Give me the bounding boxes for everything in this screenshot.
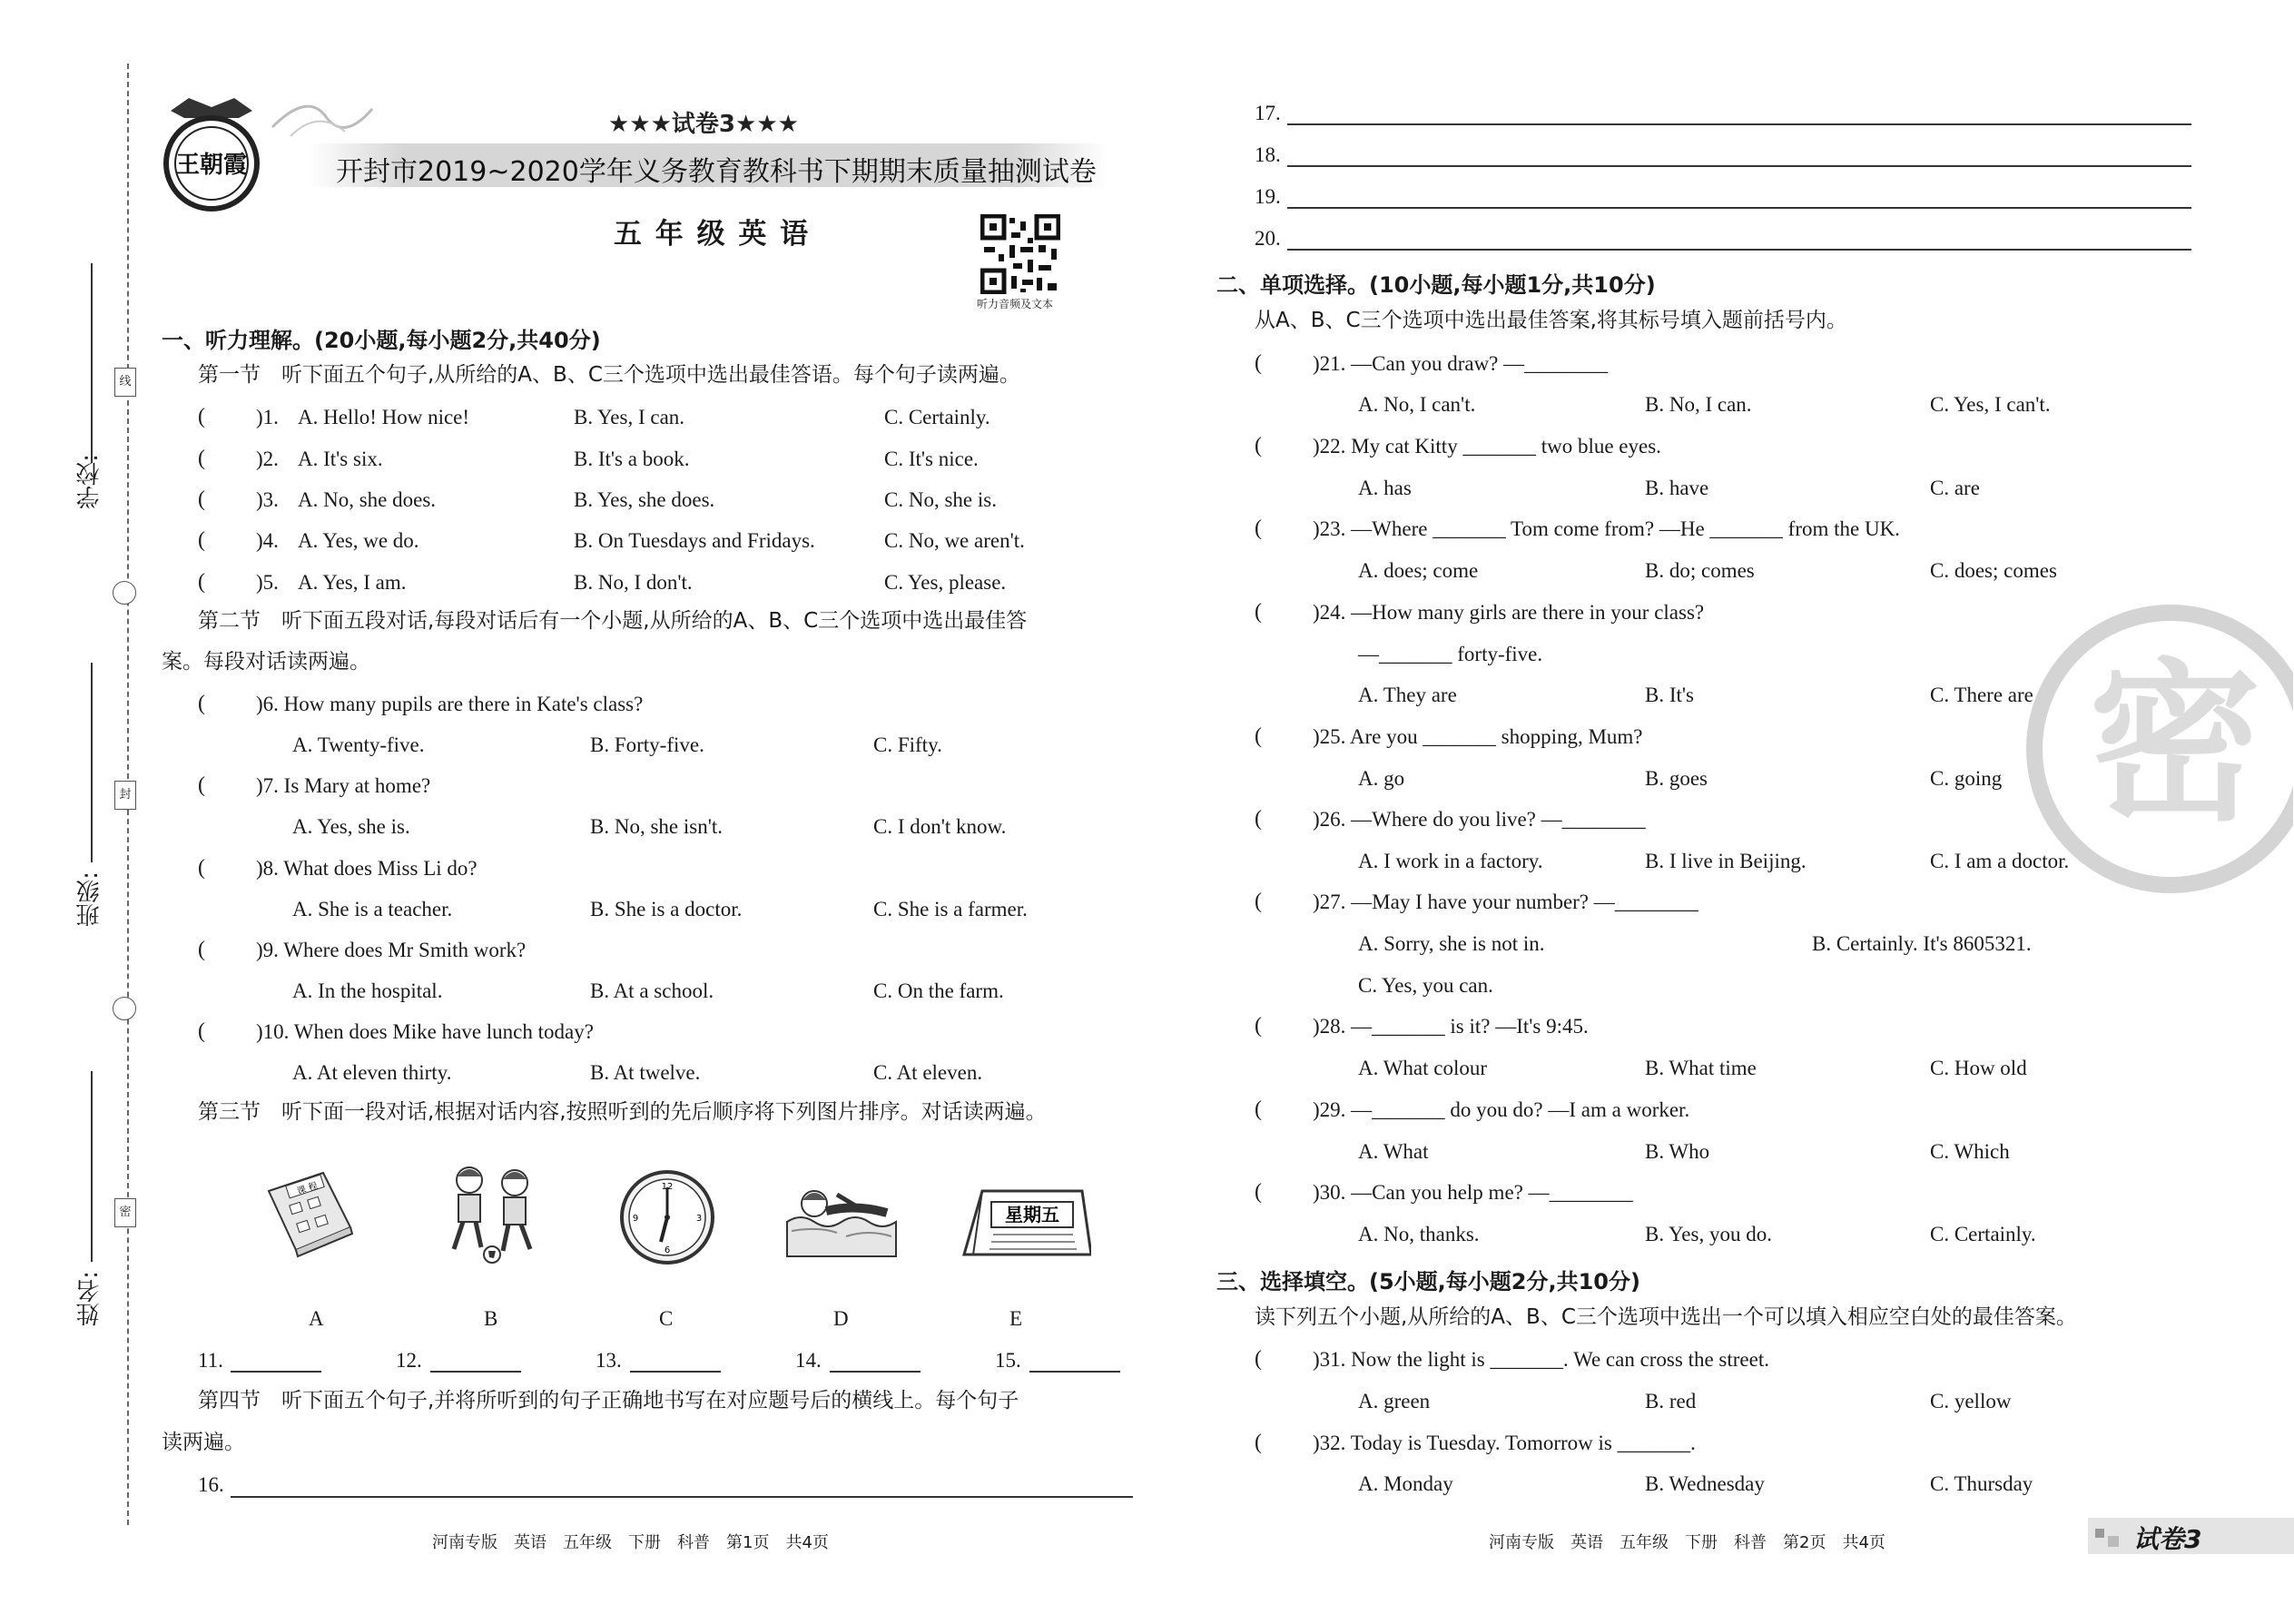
q3-number: )3. [256,488,279,511]
q29-question: )29. —_______ do you do? —I am a worker. [1313,1098,1690,1121]
section4-instructions-cont: 读两遍。 [162,1431,245,1454]
q32-option-b: B. Wednesday [1645,1472,1765,1495]
q7-question: )7. Is Mary at home? [256,774,431,797]
page2-footer: 河南专版 英语 五年级 下册 科普 第2页 共4页 [1489,1533,1885,1552]
q30-option-b: B. Yes, you do. [1645,1223,1772,1245]
answer-bracket[interactable]: ( [1255,600,1262,624]
answer-bracket[interactable]: ( [1255,1431,1262,1454]
section1-instructions: 第一节 听下面五个句子,从所给的A、B、C三个选项中选出最佳答语。每个句子读两遍。 [198,363,1020,387]
svg-text:王朝霞: 王朝霞 [175,152,248,179]
section2-instructions-cont: 案。每段对话读两遍。 [162,650,370,674]
swimming-boy-picture [783,1176,901,1258]
q21-option-a: A. No, I can't. [1358,393,1476,416]
q27-option-a: A. Sorry, she is not in. [1358,932,1545,955]
seal-mark-seal: 封 [114,781,136,810]
q26-option-b: B. I live in Beijing. [1645,850,1807,872]
q3-option-a: A. No, she does. [298,488,437,511]
section2-instructions: 第二节 听下面五段对话,每段对话后有一个小题,从所给的A、B、C三个选项中选出最佳答 [198,609,1028,633]
q5-number: )5. [256,571,279,594]
q17-label: 17. [1255,102,1281,124]
q9-option-c: C. On the farm. [873,979,1004,1002]
name-label: 姓名: [76,1271,103,1326]
answer-bracket[interactable]: ( [198,487,205,511]
series-label: ★★★试卷3★★★ [608,111,799,138]
picture-label-e: E [1009,1307,1023,1330]
part2-title: 二、单项选择。(10小题,每小题1分,共10分) [1216,272,1656,298]
seal-mark-secret: 密 [114,1198,136,1227]
q25-question: )25. Are you _______ shopping, Mum? [1313,725,1643,748]
q19-label: 19. [1255,185,1281,208]
picture-label-c: C [659,1307,674,1330]
q20-label: 20. [1255,227,1281,250]
q21-question: )21. —Can you draw? —________ [1313,352,1609,375]
answer-bracket[interactable]: ( [198,1019,205,1043]
seal-mark-line: 线 [114,368,136,397]
answer-bracket[interactable]: ( [1255,517,1262,540]
q8-option-c: C. She is a farmer. [873,898,1028,920]
q13-blank[interactable] [630,1371,721,1373]
q5-option-b: B. No, I don't. [574,571,693,594]
picture-label-b: B [484,1307,498,1330]
q7-option-b: B. No, she isn't. [590,815,723,838]
q24-question: )24. —How many girls are there in your class? [1313,601,1705,624]
answer-bracket[interactable]: ( [1255,724,1262,748]
page1-footer: 河南专版 英语 五年级 下册 科普 第1页 共4页 [432,1533,829,1552]
calendar-text: 星期五 [1005,1204,1059,1225]
q27-option-c: C. Yes, you can. [1358,974,1493,997]
q12-blank[interactable] [430,1371,521,1373]
qr-caption: 听力音频及文本 [977,298,1054,310]
tab-square-icon [2108,1536,2119,1547]
q2-option-b: B. It's a book. [574,448,690,470]
q31-option-a: A. green [1358,1390,1431,1412]
answer-bracket[interactable]: ( [1255,1180,1262,1204]
q2-number: )2. [256,448,279,470]
class-field[interactable] [91,663,93,862]
q29-option-a: A. What [1358,1140,1429,1163]
q16-label: 16. [198,1473,224,1496]
schedule-book-picture [260,1164,359,1264]
svg-text:9: 9 [632,1214,639,1224]
q1-option-c: C. Certainly. [884,406,990,428]
q6-option-a: A. Twenty-five. [292,733,425,756]
q1-number: )1. [256,406,279,428]
section3-instructions: 第三节 听下面一段对话,根据对话内容,按照听到的先后顺序将下列图片排序。对话读两遍。 [198,1100,1047,1124]
q8-question: )8. What does Miss Li do? [256,857,478,880]
q23-option-a: A. does; come [1358,559,1479,582]
answer-bracket[interactable]: ( [1255,1097,1262,1121]
answer-bracket[interactable]: ( [198,447,205,470]
picture-label-d: D [833,1307,849,1330]
tab-label: 试卷3 [2133,1524,2202,1554]
q6-option-c: C. Fifty. [873,733,942,756]
q22-option-a: A. has [1358,477,1412,499]
answer-bracket[interactable]: ( [1255,807,1262,831]
q30-option-a: A. No, thanks. [1358,1223,1480,1245]
kids-playing-football-picture [428,1160,556,1269]
q18-answer-line[interactable] [1287,165,2191,167]
q2-option-c: C. It's nice. [884,448,979,470]
q8-option-b: B. She is a doctor. [590,898,743,920]
q28-option-a: A. What colour [1358,1057,1488,1079]
q10-option-a: A. At eleven thirty. [292,1061,452,1084]
q11-blank[interactable] [231,1371,321,1373]
q32-option-a: A. Monday [1358,1472,1453,1495]
part1-title: 一、听力理解。(20小题,每小题2分,共40分) [162,328,601,353]
q12-label: 12. [396,1349,422,1372]
q31-option-c: C. yellow [1930,1390,2012,1412]
q23-option-c: C. does; comes [1930,559,2057,582]
q22-option-c: C. are [1930,477,1980,499]
q24-option-c: C. There are [1930,684,2033,706]
ribbon-decoration [263,91,381,145]
name-field[interactable] [91,1071,93,1262]
picture-label-a: A [309,1307,324,1330]
q24-option-a: A. They are [1358,684,1457,706]
q32-option-c: C. Thursday [1930,1472,2033,1495]
q28-option-c: C. How old [1930,1057,2027,1079]
q22-question: )22. My cat Kitty _______ two blue eyes. [1313,435,1661,458]
q11-label: 11. [198,1349,223,1372]
q14-blank[interactable] [830,1371,921,1373]
q4-option-a: A. Yes, we do. [298,529,419,552]
binding-hole-icon [113,581,136,605]
q6-option-b: B. Forty-five. [590,733,704,756]
svg-text:3: 3 [695,1214,703,1224]
q30-option-c: C. Certainly. [1930,1223,2036,1245]
schedule-text: 课 程 [295,1181,320,1197]
q7-option-c: C. I don't know. [873,815,1007,838]
q1-option-b: B. Yes, I can. [574,406,685,428]
answer-bracket[interactable]: ( [1255,890,1262,913]
q4-number: )4. [256,529,279,552]
q4-option-c: C. No, we aren't. [884,529,1025,552]
answer-bracket[interactable]: ( [198,938,205,961]
part2-instructions: 从A、B、C三个选项中选出最佳答案,将其标号填入题前括号内。 [1255,309,1847,332]
q18-label: 18. [1255,143,1281,166]
q30-question: )30. —Can you help me? —________ [1313,1181,1633,1204]
school-label: 学校: [76,454,103,509]
seal-char: 密 [2088,644,2262,844]
exam-title: 开封市2019~2020学年义务教育教科书下期期末质量抽测试卷 [336,156,1097,188]
q21-option-c: C. Yes, I can't. [1930,393,2051,416]
part3-instructions: 读下列五个小题,从所给的A、B、C三个选项中选出一个可以填入相应空白处的最佳答案。 [1255,1305,2077,1329]
svg-text:6: 6 [664,1245,671,1255]
school-field[interactable] [91,263,93,463]
q24-option-b: B. It's [1645,684,1694,706]
q10-option-c: C. At eleven. [873,1061,983,1084]
q15-blank[interactable] [1029,1371,1120,1373]
answer-bracket[interactable]: ( [198,405,205,428]
subject-title: 五 年 级 英 语 [614,218,811,251]
q25-option-c: C. going [1930,767,2003,790]
q19-answer-line[interactable] [1287,207,2191,209]
desk-calendar-picture [955,1182,1091,1264]
q4-option-b: B. On Tuesdays and Fridays. [574,529,815,552]
answer-bracket[interactable]: ( [198,856,205,880]
answer-bracket[interactable]: ( [198,773,205,797]
answer-bracket[interactable]: ( [1255,1014,1262,1038]
q23-option-b: B. do; comes [1645,559,1755,582]
q25-option-a: A. go [1358,767,1405,790]
q14-label: 14. [795,1349,822,1372]
q16-answer-line[interactable] [231,1496,1133,1498]
q29-option-c: C. Which [1930,1140,2010,1163]
answer-bracket[interactable]: ( [198,692,205,715]
answer-bracket[interactable]: ( [198,570,205,594]
q9-option-b: B. At a school. [590,979,714,1002]
q10-option-b: B. At twelve. [590,1061,701,1084]
qr-code-icon [980,214,1060,294]
q13-label: 13. [596,1349,622,1372]
q25-option-b: B. goes [1645,767,1708,790]
q1-option-a: A. Hello! How nice! [298,406,470,428]
binding-hole-icon [113,997,136,1020]
clock-picture [617,1167,717,1267]
q21-option-b: B. No, I can. [1645,393,1752,416]
q9-question: )9. Where does Mr Smith work? [256,939,527,961]
q31-question: )31. Now the light is _______. We can cross the street. [1313,1348,1769,1371]
q2-option-a: A. It's six. [298,448,383,470]
q27-question: )27. —May I have your number? —________ [1313,891,1698,913]
publisher-logo [153,91,271,227]
q22-option-b: B. have [1645,477,1709,499]
q23-question: )23. —Where _______ Tom come from? —He _______ from the UK. [1313,517,1900,540]
q26-question: )26. —Where do you live? —________ [1313,808,1646,831]
q9-option-a: A. In the hospital. [292,979,443,1002]
q3-option-b: B. Yes, she does. [574,488,715,511]
q17-answer-line[interactable] [1287,123,2191,125]
q29-option-b: B. Who [1645,1140,1710,1163]
svg-text:12: 12 [661,1182,674,1192]
q7-option-a: A. Yes, she is. [292,815,410,838]
q15-label: 15. [995,1349,1021,1372]
q26-option-c: C. I am a doctor. [1930,850,2070,872]
q31-option-b: B. red [1645,1390,1697,1412]
q3-option-c: C. No, she is. [884,488,997,511]
q5-option-c: C. Yes, please. [884,571,1007,594]
q28-option-b: B. What time [1645,1057,1757,1079]
q10-question: )10. When does Mike have lunch today? [256,1020,594,1043]
q24-response: —_______ forty-five. [1358,643,1543,665]
section4-instructions: 第四节 听下面五个句子,并将所听到的句子正确地书写在对应题号后的横线上。每个句子 [198,1389,1019,1412]
answer-bracket[interactable]: ( [1255,1347,1262,1371]
answer-bracket[interactable]: ( [1255,351,1262,375]
q26-option-a: A. I work in a factory. [1358,850,1543,872]
tab-square-icon [2095,1529,2104,1538]
answer-bracket[interactable]: ( [198,528,205,552]
q5-option-a: A. Yes, I am. [298,571,407,594]
q32-question: )32. Today is Tuesday. Tomorrow is _______. [1313,1432,1696,1454]
q27-option-b: B. Certainly. It's 8605321. [1812,932,2032,955]
q6-question: )6. How many pupils are there in Kate's class? [256,693,644,715]
class-label: 班级: [76,871,103,927]
q8-option-a: A. She is a teacher. [292,898,453,920]
part3-title: 三、选择填空。(5小题,每小题2分,共10分) [1216,1269,1640,1294]
q20-answer-line[interactable] [1287,249,2191,251]
answer-bracket[interactable]: ( [1255,434,1262,458]
q28-question: )28. —_______ is it? —It's 9:45. [1313,1015,1589,1038]
